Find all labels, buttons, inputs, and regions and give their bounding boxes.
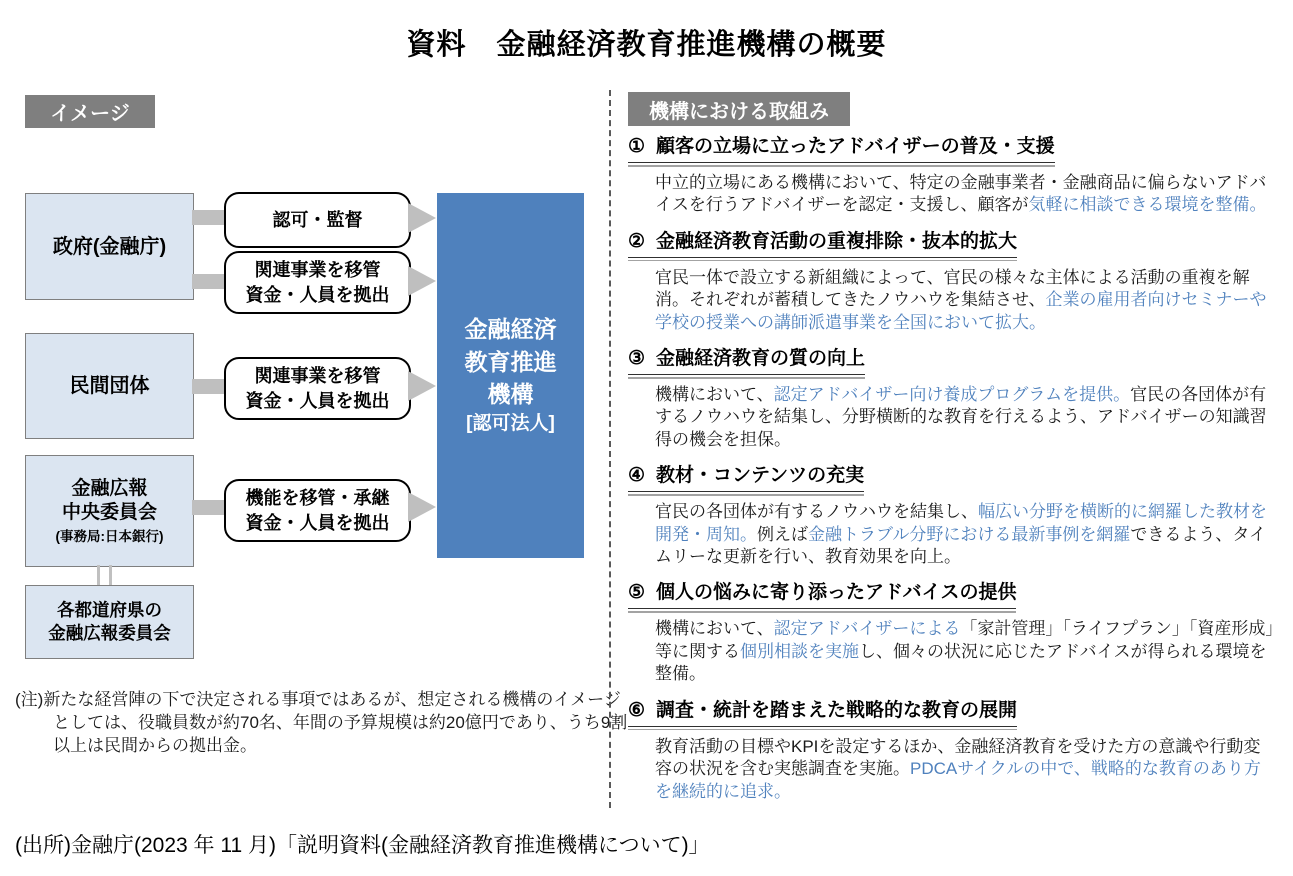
initiative-body-segment: 幅広い分野を横断的に網羅した教材を開発・周知。 [655, 502, 1267, 544]
initiative-body-segment: 金融トラブル分野における最新事例を網羅 [808, 524, 1131, 544]
initiatives-section-label: 機構における取組み [628, 92, 850, 126]
arrow-icon-1 [408, 203, 436, 233]
initiative-body-segment: 官民の各団体が有するノウハウを結集し、 [655, 502, 978, 522]
council-connector-line [97, 565, 112, 585]
footnote [15, 688, 635, 757]
initiative-number: ④ [628, 465, 646, 487]
initiative-body [628, 267, 1274, 334]
transfer-private-line2: 資金・人員を拠出 [245, 390, 390, 411]
organization-name-line2: 教育推進 [464, 348, 557, 375]
central-council-line2: 中央委員会 [61, 502, 157, 524]
initiative-body-segment: 企業の雇用者向けセミナーや学校の授業への講師派遣事業を全国において拡大。 [655, 290, 1267, 332]
approval-supervision-label: 認可・監督 [272, 209, 363, 230]
connector-bar-4 [192, 500, 224, 515]
initiative-body [628, 384, 1274, 451]
initiative-number: ⑤ [628, 582, 646, 604]
organization-name-line3: 機構 [487, 380, 534, 407]
initiative-body-segment: 教育活動の目標やKPIを設定するほか、金融経済教育を受けた方の意識や行動変容の状況を含む実態調査を実施。 [655, 736, 1261, 779]
initiative-body-segment: 中立的立場にある機構において、特定の金融事業者・金融商品に偏らないアドバイスを行うアドバイザーを認定・支援し、顧客が [655, 173, 1267, 215]
government-box-label: 政府(金融庁) [52, 235, 167, 258]
succession-line2: 資金・人員を拠出 [245, 512, 390, 533]
central-council-secretariat: (事務局:日本銀行) [55, 528, 164, 544]
private-org-box [25, 333, 194, 439]
source-citation: (出所)金融庁(2023 年 11 月)「説明資料(金融経済教育推進機構について)」 [15, 834, 710, 857]
initiative-heading [628, 581, 1016, 609]
initiative-title: 個人の悩みに寄り添ったアドバイスの提供 [656, 582, 1017, 604]
initiative-body-segment: 例えば [757, 524, 808, 544]
transfer-gov-line1: 関連事業を移管 [254, 260, 381, 281]
initiative-body-segment: 官民の各団体が有するノウハウを結集し、分野横断的な教育を行えるよう、アドバイザーの知識習得の機会を担保。 [655, 385, 1267, 449]
initiative-number: ① [628, 136, 646, 157]
approval-supervision-box [224, 192, 411, 248]
initiative-body-segment: 認定アドバイザー向け養成プログラムを提供。 [773, 385, 1131, 405]
initiative-body-segment: できるよう、タイムリーな更新を行い、教育効果を向上。 [655, 524, 1266, 567]
private-org-box-label: 民間団体 [69, 375, 150, 397]
prefectural-committee-line1: 各都道府県の [57, 600, 162, 621]
arrow-icon-2 [408, 266, 436, 296]
organization-box [437, 193, 584, 558]
initiative-body [628, 618, 1274, 685]
initiative-body-segment: 官民一体で設立する新組織によって、官民の様々な主体による活動の重複を解消。それぞれが蓄積してきたノウハウを集結させ、 [655, 267, 1250, 310]
initiative-heading [628, 347, 865, 375]
initiative-body-segment: 機構において、 [655, 385, 774, 405]
initiative-number: ⑥ [628, 699, 646, 721]
initiative-title: 金融経済教育活動の重複排除・抜本的拡大 [656, 230, 1018, 252]
arrow-icon-3 [408, 371, 436, 401]
succession-box [224, 479, 411, 542]
initiative-body-segment: し、個々の状況に応じたアドバイスが得られる環境を整備。 [655, 641, 1267, 684]
initiative-body [628, 172, 1274, 217]
initiative-body-segment: 認定アドバイザーによる [773, 619, 961, 639]
initiative-body-segment: 気軽に相談できる環境を整備。 [1028, 195, 1267, 215]
transfer-private-line1: 関連事業を移管 [254, 366, 381, 387]
prefectural-committee-box [25, 585, 194, 659]
initiative-title: 金融経済教育の質の向上 [656, 348, 866, 370]
section-divider-line [609, 90, 611, 808]
arrow-icon-4 [408, 492, 436, 522]
initiative-body [628, 501, 1274, 568]
image-section-label: イメージ [25, 95, 155, 128]
initiative-item [628, 699, 1274, 803]
initiative-body-segment: PDCAサイクルの中で、戦略的な教育のあり方を継続的に追求。 [655, 759, 1261, 801]
transfer-box-government [224, 251, 411, 314]
central-council-line1: 金融広報 [71, 477, 148, 499]
initiative-item [628, 230, 1274, 334]
organization-legal-status: [認可法人] [466, 412, 555, 434]
organization-name-line1: 金融経済 [464, 316, 557, 343]
initiative-item [628, 347, 1274, 451]
initiative-body-segment: 「家計管理」「ライフプラン」「資産形成」等に関する [655, 619, 1274, 661]
initiative-item [628, 581, 1274, 685]
initiative-body [628, 736, 1274, 803]
connector-bar-3 [192, 379, 224, 394]
transfer-gov-line2: 資金・人員を拠出 [245, 284, 390, 305]
initiative-title: 顧客の立場に立ったアドバイザーの普及・支援 [656, 136, 1055, 157]
prefectural-committee-line2: 金融広報委員会 [48, 623, 171, 643]
connector-bar-1 [192, 210, 224, 225]
initiative-heading [628, 699, 1017, 727]
initiative-item [628, 135, 1274, 217]
footnote-text: 新たな経営陣の下で決定される事項ではあるが、想定される機構のイメージとしては、役職員数が約70名、年間の予算規模は約20億円であり、うち9割以上は民間からの拠出金。 [43, 690, 628, 755]
connector-bar-2 [192, 274, 224, 289]
succession-line1: 機能を移管・承継 [245, 488, 390, 509]
initiative-title: 調査・統計を踏まえた戦略的な教育の展開 [656, 699, 1018, 721]
initiative-heading [628, 464, 864, 492]
government-box [25, 193, 194, 300]
initiative-number: ③ [628, 348, 646, 370]
initiative-heading [628, 135, 1055, 163]
initiative-list [628, 135, 1274, 816]
initiative-body-segment: 機構において、 [655, 619, 774, 639]
initiative-item [628, 464, 1274, 568]
transfer-box-private [224, 357, 411, 420]
initiative-body-segment: 個別相談を実施 [740, 641, 859, 661]
page-title: 資料 金融経済教育推進機構の概要 [406, 29, 887, 61]
initiative-heading [628, 230, 1017, 258]
footnote-prefix: (注) [15, 690, 44, 709]
initiative-number: ② [628, 230, 646, 252]
central-council-box [25, 455, 194, 567]
initiative-title: 教材・コンテンツの充実 [656, 465, 865, 487]
